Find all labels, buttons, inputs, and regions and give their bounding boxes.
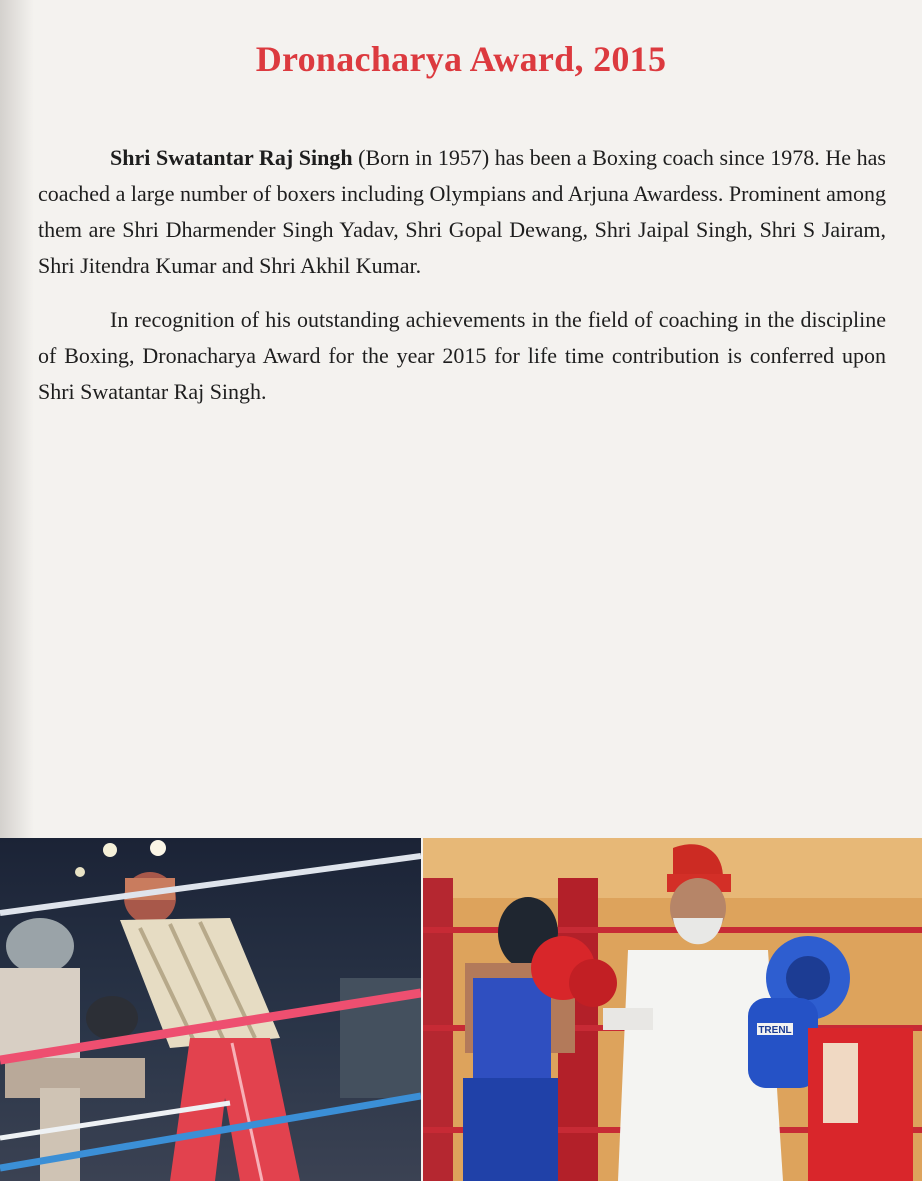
glove-brand-label: TRENL	[758, 1025, 792, 1036]
photo-coach-young-boxers	[423, 838, 922, 1181]
article-body	[38, 140, 886, 410]
page-title: Dronacharya Award, 2015	[255, 39, 667, 79]
paragraph-recognition: In recognition of his outstanding achievements in the field of coaching in the discipline of Boxing, Dronacharya Award for the year 2015 for life time contribution is conferred upon Shri Swatantar Raj Singh.	[38, 307, 886, 404]
paragraph-biography	[38, 140, 886, 284]
biography-text: (Born in 1957) has been a Boxing coach since 1978. He has coached a large number of boxers including Olympians and Arjuna Awardess. Prominent among them are Shri Dharmender Singh Yadav, Shri Gopal Dewang, Shri Jaipal Singh, Shri S Jairam, Shri Jitendra Kumar and Shri Akhil Kumar.	[38, 145, 886, 278]
photo-coach-ring-corner	[0, 838, 421, 1181]
coach-name: Shri Swatantar Raj Singh	[110, 145, 353, 170]
